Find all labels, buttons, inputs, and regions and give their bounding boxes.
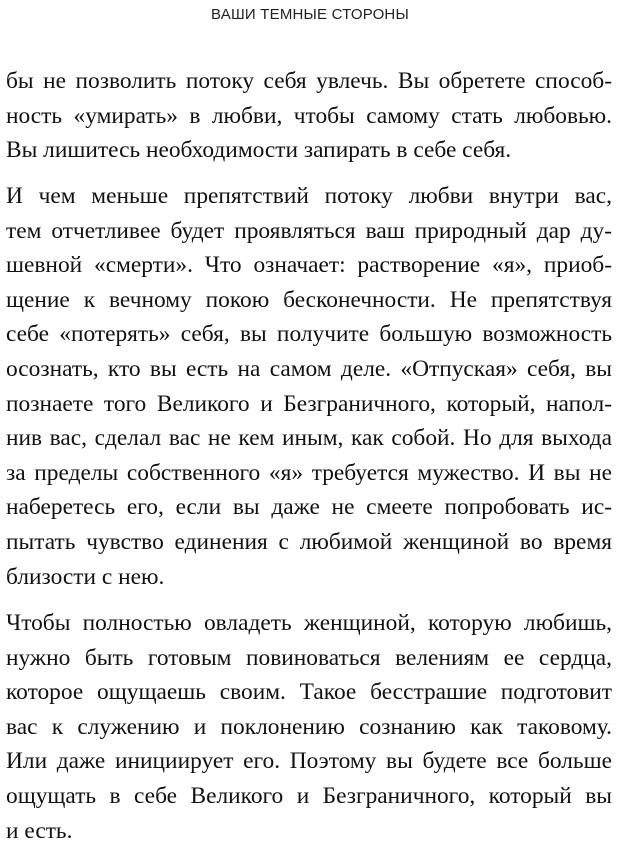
- text-line: осознать, кто вы есть на самом деле. «Отпуская» себя, вы: [6, 355, 612, 382]
- text-line: пытать чувство единения с любимой женщиной во время: [6, 528, 612, 555]
- running-header: ВАШИ ТЕМНЫЕ СТОРОНЫ: [211, 6, 409, 23]
- paragraph-2: [6, 179, 612, 594]
- text-line: за пределы собственного «я» требуется мужество. И вы не: [6, 459, 612, 486]
- text-line: наберетесь его, если вы даже не смеете попробовать ис-: [6, 494, 612, 521]
- text-line: ность «умирать» в любви, чтобы самому стать любовью.: [6, 102, 612, 129]
- text-line: Или даже инициирует его. Поэтому вы будете все больше: [6, 748, 612, 775]
- text-line: шевной «смерти». Что означает: растворение «я», приоб-: [6, 252, 612, 279]
- text-line: познаете того Великого и Безграничного, который, напол-: [6, 390, 612, 417]
- text-line: щение к вечному покою бесконечности. Не препятствуя: [6, 286, 612, 313]
- text-line: себе «потерять» себя, вы получите большую возможность: [6, 321, 612, 348]
- text-line: нужно быть готовым повиноваться велениям ее сердца,: [6, 644, 612, 671]
- text-line: которое ощущаешь своим. Такое бесстрашие подготовит: [6, 679, 612, 706]
- text-line: Чтобы полностью овладеть женщиной, которую любишь,: [6, 610, 612, 636]
- text-line: нив вас, сделал вас не кем иным, как собой. Но для выхода: [6, 425, 612, 452]
- text-line: тем отчетливее будет проявляться ваш природный дар ду-: [6, 217, 612, 244]
- text-line: ощущать в себе Великого и Безграничного, который вы: [6, 782, 612, 809]
- text-line: Вы лишитесь необходимости запирать в себе себя.: [6, 137, 512, 164]
- body-text: [6, 64, 612, 848]
- text-line: вас к служению и поклонению сознанию как таковому.: [6, 713, 612, 740]
- paragraph-1: [6, 64, 612, 168]
- text-line: близости с нею.: [6, 563, 165, 590]
- text-line: И чем меньше препятствий потоку любви внутри вас,: [6, 183, 612, 209]
- text-line: и есть.: [6, 817, 73, 844]
- text-line: бы не позволить потоку себя увлечь. Вы обретете способ-: [6, 68, 612, 94]
- paragraph-3: [6, 606, 612, 848]
